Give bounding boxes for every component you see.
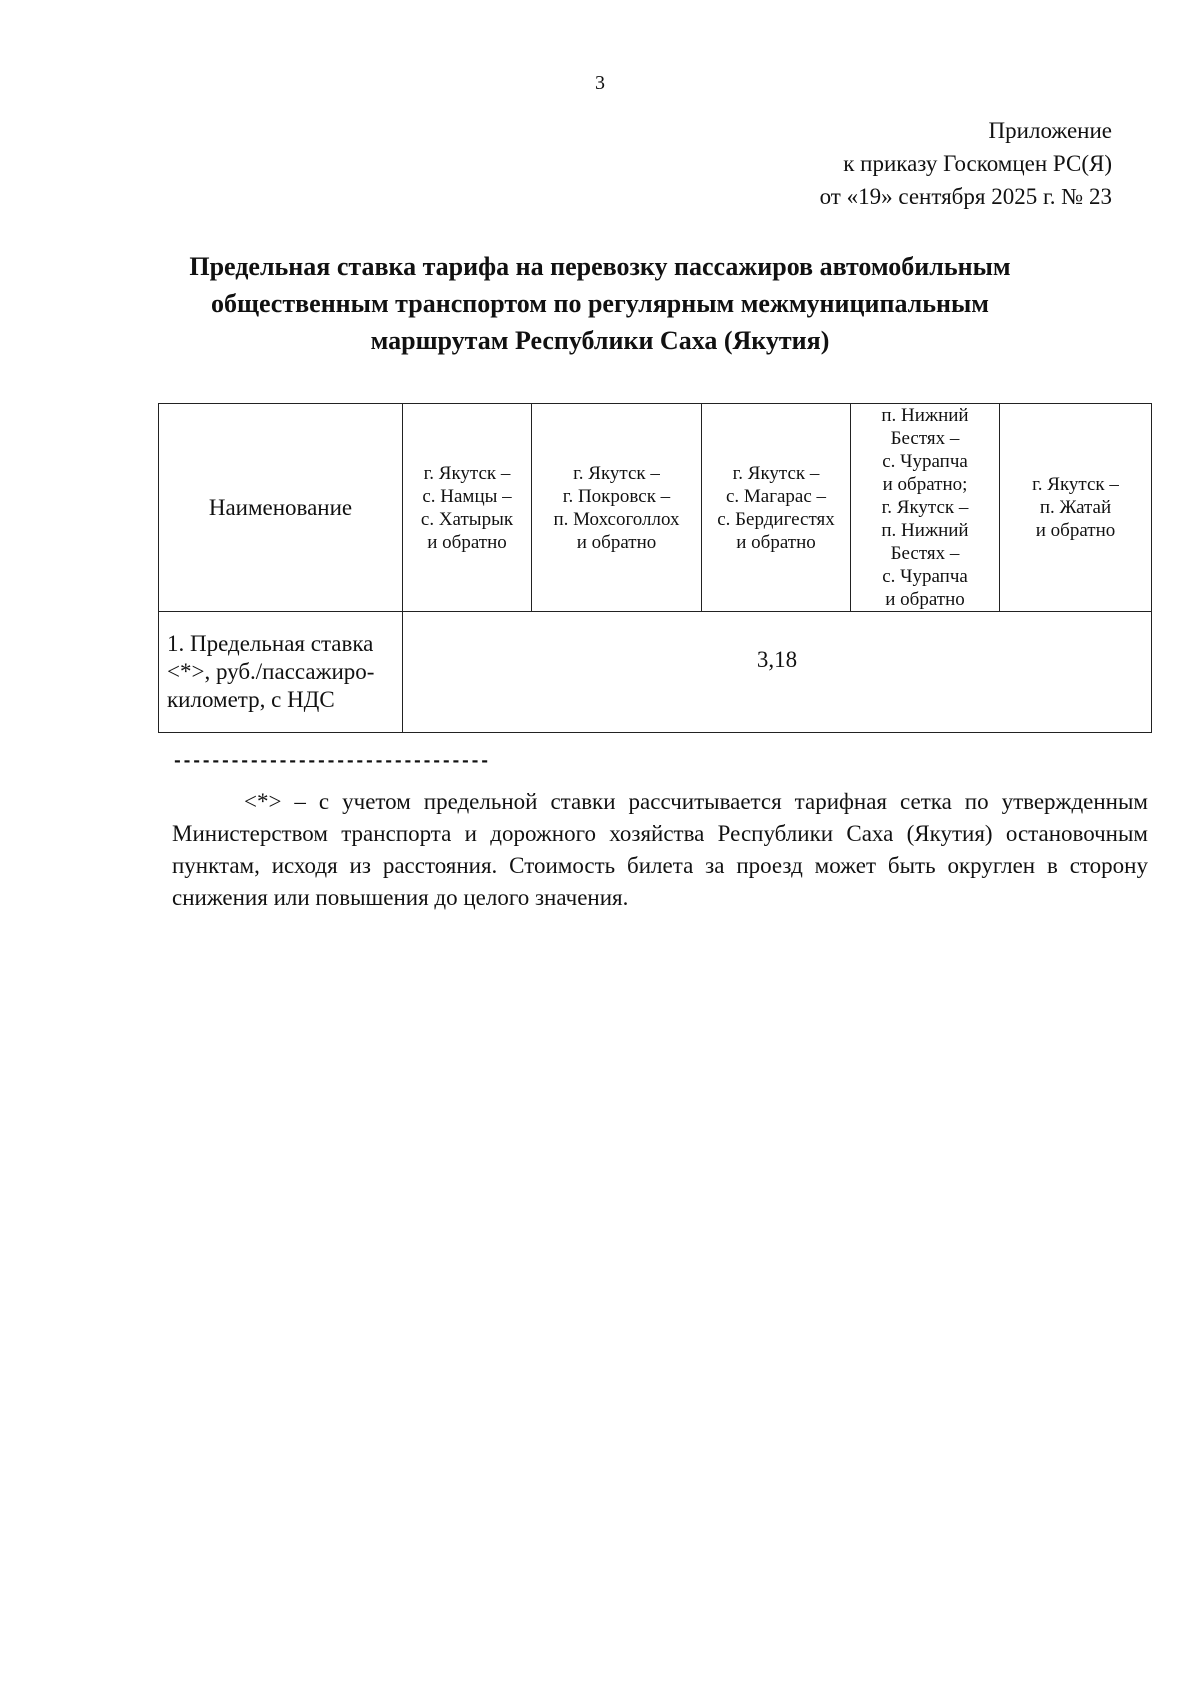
appendix-label: Приложение <box>988 118 1112 143</box>
title-line: общественным транспортом по регулярным межмуниципальным <box>211 289 989 318</box>
title-line: маршрутам Республики Саха (Якутия) <box>370 326 830 355</box>
table-row <box>159 612 1152 733</box>
appendix-order-ref: к приказу Госкомцен РС(Я) <box>843 151 1112 176</box>
route-line: и обратно <box>885 589 965 610</box>
route-line: г. Якутск – <box>732 462 820 484</box>
table-header-row <box>159 404 1152 612</box>
route-line: г. Якутск – <box>881 497 969 518</box>
name-column-header: Наименование <box>159 404 403 612</box>
route-line: с. Магарас – <box>725 485 827 507</box>
route-line: Бестях – <box>890 428 960 449</box>
rate-value: 3,18 <box>403 612 1152 733</box>
tariff-table <box>158 403 1152 733</box>
rate-label-line: километр, с НДС <box>167 687 335 712</box>
page-number: 3 <box>595 72 605 94</box>
route-line: Бестях – <box>890 543 960 564</box>
route-line: и обратно; <box>882 474 968 495</box>
rate-row-label <box>159 612 403 733</box>
route-header-churapcha <box>851 404 1000 612</box>
rate-label-line: 1. Предельная ставка <box>167 631 374 656</box>
route-header-pokrovsk <box>532 404 702 612</box>
route-line: г. Покровск – <box>562 485 671 507</box>
footnote-text: <*> – с учетом предельной ставки рассчитывается тарифная сетка по утвержденным Министерством транспорта и дорожного хозяйства Республики Саха (Якутия) остановочным пунктам, исходя из расстояния. Стоимость билета за проезд может быть округлен в сторону снижения или повышения до целого значения. <box>172 789 1148 910</box>
route-line: г. Якутск – <box>1032 474 1119 495</box>
route-line: с. Намцы – <box>422 485 512 507</box>
route-line: и обратно <box>736 531 816 553</box>
route-line: с. Бердигестях <box>717 508 835 530</box>
document-title <box>160 248 1040 359</box>
route-line: с. Хатырык <box>420 508 514 530</box>
appendix-block <box>820 114 1112 213</box>
route-line: и обратно <box>427 531 507 553</box>
route-line: п. Нижний <box>881 405 969 426</box>
appendix-order-date: от «19» сентября 2025 г. № 23 <box>819 184 1112 209</box>
route-line: п. Жатай <box>1039 497 1112 518</box>
route-line: г. Якутск – <box>423 462 511 484</box>
route-header-zhatay <box>1000 404 1152 612</box>
route-line: п. Мохсоголлох <box>553 508 680 530</box>
footnote-separator: --------------------------------- <box>172 752 489 772</box>
route-line: п. Нижний <box>881 520 969 541</box>
route-line: с. Чурапча <box>882 566 968 587</box>
route-header-magaras <box>702 404 851 612</box>
route-line: г. Якутск – <box>573 462 660 484</box>
route-header-namtsy <box>403 404 532 612</box>
route-line: с. Чурапча <box>882 451 968 472</box>
route-line: и обратно <box>1035 520 1116 541</box>
rate-label-line: <*>, руб./пассажиро- <box>167 659 375 684</box>
route-line: и обратно <box>576 531 657 553</box>
title-line: Предельная ставка тарифа на перевозку пассажиров автомобильным <box>189 252 1011 281</box>
